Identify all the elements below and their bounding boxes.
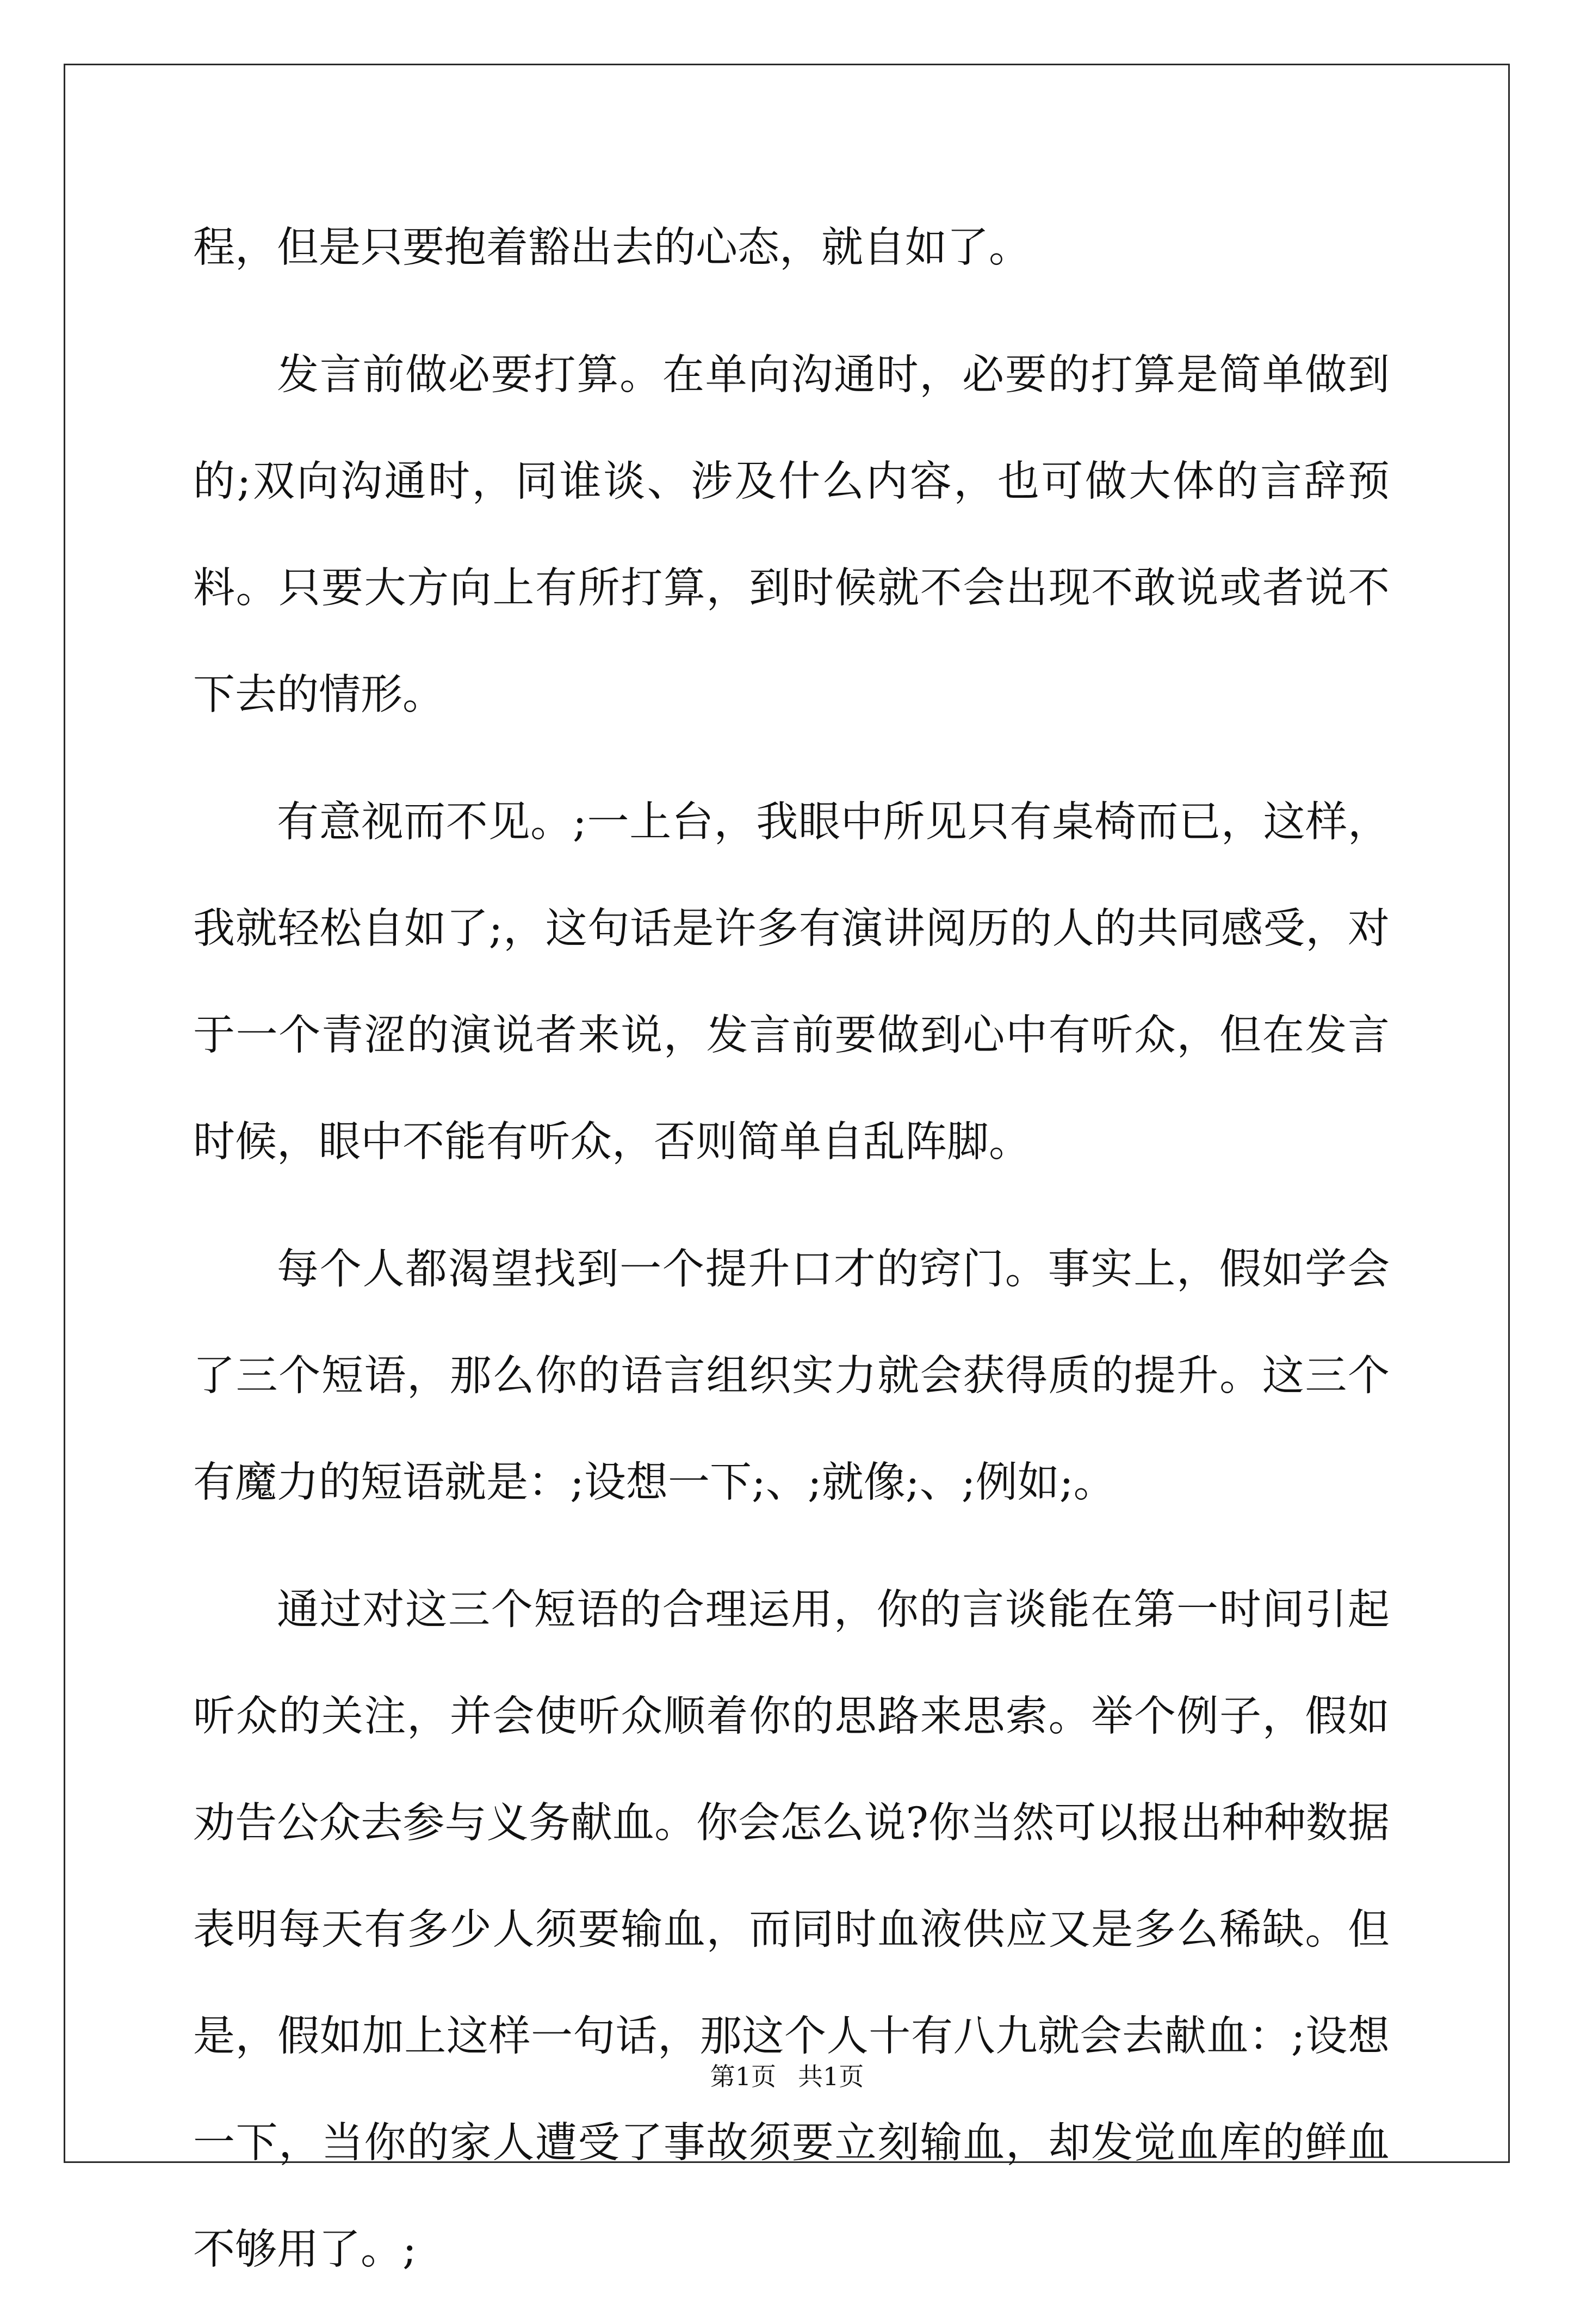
page-total: 共1页 (798, 2062, 864, 2091)
paragraph-3: 有意视而不见。;一上台，我眼中所见只有桌椅而已，这样，我就轻松自如了;，这句话是许多有演讲阅历的人的共同感受，对于一个青涩的演说者来说，发言前要做到心中有听众，但在发言时候，眼中不能有听众，否则简单自乱阵脚。 (193, 798, 1390, 1166)
page-number: 第1页 (710, 2062, 776, 2091)
paragraph-5: 通过对这三个短语的合理运用，你的言谈能在第一时间引起听众的关注，并会使听众顺着你的思路来思索。举个例子，假如劝告公众去参与义务献血。你会怎么说?你当然可以报出种种数据表明每天有多少人须要输血，而同时血液供应又是多么稀缺。但是，假如加上这样一句话，那这个人十有八九就会去献血：;设想一下，当你的家人遭受了事故须要立刻输血，却发觉血库的鲜血不够用了。; (193, 1586, 1390, 2274)
page-footer (0, 2060, 1574, 2093)
document-body (193, 195, 1390, 2324)
paragraph-1: 程，但是只要抱着豁出去的心态，就自如了。 (193, 224, 1031, 272)
paragraph-2: 发言前做必要打算。在单向沟通时，必要的打算是简单做到的;双向沟通时，同谁谈、涉及什么内容，也可做大体的言辞预料。只要大方向上有所打算，到时候就不会出现不敢说或者说不下去的情形。 (193, 351, 1390, 719)
paragraph-4: 每个人都渴望找到一个提升口才的窍门。事实上，假如学会了三个短语，那么你的语言组织实力就会获得质的提升。这三个有魔力的短语就是：;设想一下;、;就像;、;例如;。 (193, 1245, 1390, 1507)
